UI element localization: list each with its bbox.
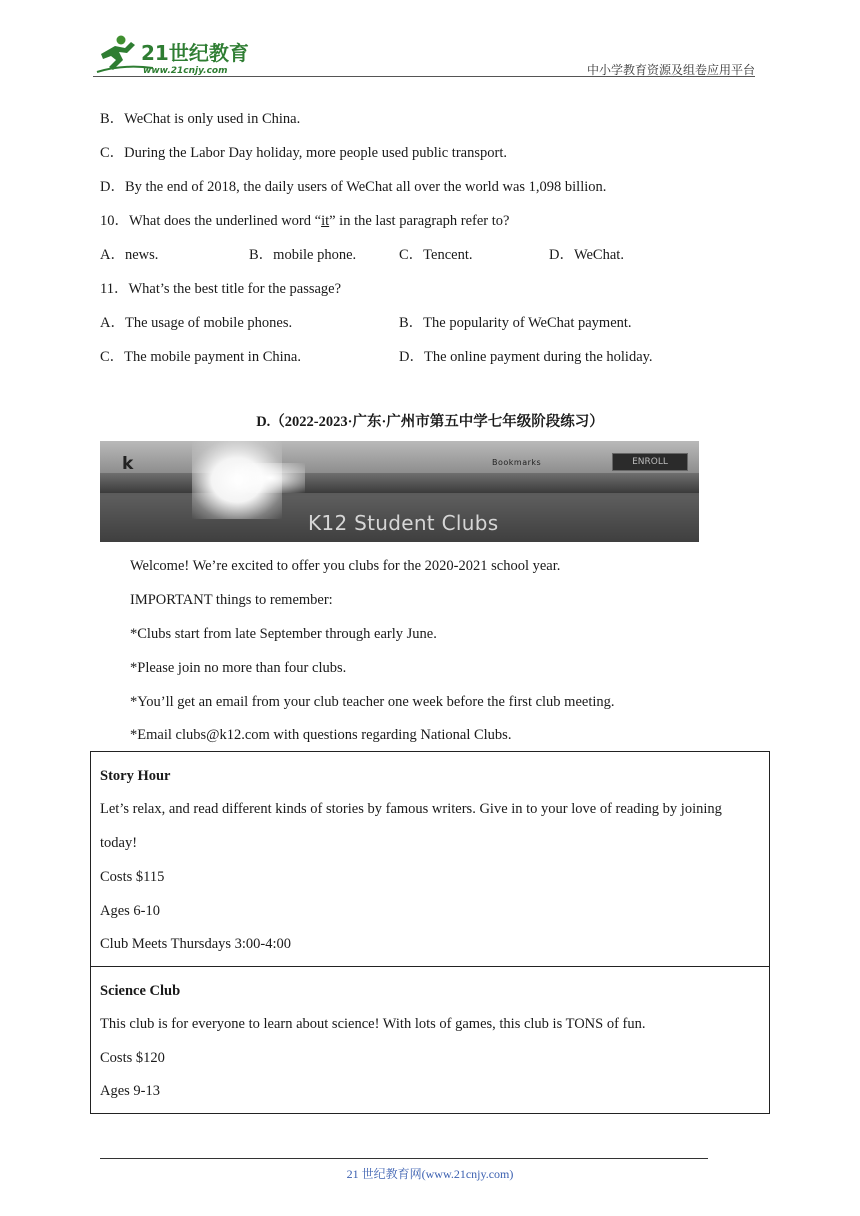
intro-rule-2: *Please join no more than four clubs. [130, 660, 347, 676]
header-divider [93, 76, 755, 77]
q10-option-a: A．news. [100, 247, 159, 263]
q11-option-a: A．The usage of mobile phones. [100, 315, 293, 331]
q11-option-b: B．The popularity of WeChat payment. [399, 315, 632, 331]
site-logo[interactable] [93, 34, 263, 78]
intro-rule-3: *You’ll get an email from your club teacher one week before the first club meeting. [130, 694, 615, 710]
banner-stripe [100, 473, 699, 493]
platform-name: 中小学教育资源及组卷应用平台 [586, 63, 755, 77]
club-1-desc-line-2: today! [100, 835, 138, 851]
page-header [93, 34, 755, 80]
club-2-desc-line-1: This club is for everyone to learn about science! With lots of games, this club is TONS of fun. [100, 1016, 646, 1032]
logo-url: www.21cnjy.com [143, 66, 228, 76]
runner-logo-icon [93, 34, 263, 78]
club-2-ages: Ages 9-13 [100, 1083, 161, 1099]
banner-nav-text: Bookmarks [492, 458, 542, 467]
intro-important: IMPORTANT things to remember: [130, 592, 333, 608]
q9-option-b: B．WeChat is only used in China. [100, 111, 301, 127]
q10-underlined-word: it [321, 213, 330, 229]
club-1-meets: Club Meets Thursdays 3:00-4:00 [100, 936, 292, 952]
q10-stem-before: 10．What does the underlined word “ [100, 213, 322, 229]
intro-rule-4: *Email clubs@k12.com with questions regarding National Clubs. [130, 727, 512, 743]
banner-topbar [100, 441, 699, 473]
q9-option-c: C．During the Labor Day holiday, more people used public transport. [100, 145, 507, 161]
q11-option-d: D．The online payment during the holiday. [399, 349, 653, 365]
club-2-cost: Costs $120 [100, 1050, 165, 1066]
banner-enroll-button: ENROLL [612, 453, 688, 471]
club-2-name: Science Club [100, 983, 181, 999]
clubs-table-row-divider [90, 966, 770, 967]
footer-link[interactable]: 21 世纪教育网(www.21cnjy.com) [346, 1167, 514, 1181]
logo-text: 21世纪教育 [141, 41, 249, 65]
q11-option-c: C．The mobile payment in China. [100, 349, 301, 365]
section-title: D.（2022-2023·广东·广州市第五中学七年级阶段练习） [256, 414, 604, 430]
banner-logo-letter: k [122, 454, 134, 474]
intro-welcome: Welcome! We’re excited to offer you clubs for the 2020-2021 school year. [130, 558, 561, 574]
club-1-name: Story Hour [100, 768, 171, 784]
footer-divider [100, 1158, 708, 1159]
q10-stem [100, 209, 509, 230]
k12-banner-image [100, 441, 699, 542]
club-1-desc-line-1: Let’s relax, and read different kinds of stories by famous writers. Give in to your love of reading by joining [100, 801, 722, 817]
intro-rule-1: *Clubs start from late September through early June. [130, 626, 437, 642]
q10-option-d: D．WeChat. [549, 247, 624, 263]
q10-stem-after: ” in the last paragraph refer to? [329, 213, 510, 229]
q9-option-d: D．By the end of 2018, the daily users of WeChat all over the world was 1,098 billion. [100, 179, 607, 195]
q10-option-c: C．Tencent. [399, 247, 473, 263]
banner-title: K12 Student Clubs [308, 511, 499, 535]
q11-stem: 11．What’s the best title for the passage? [100, 281, 342, 297]
banner-glare-secondary [235, 463, 305, 493]
q10-option-b: B．mobile phone. [249, 247, 357, 263]
club-1-cost: Costs $115 [100, 869, 165, 885]
club-1-ages: Ages 6-10 [100, 903, 161, 919]
